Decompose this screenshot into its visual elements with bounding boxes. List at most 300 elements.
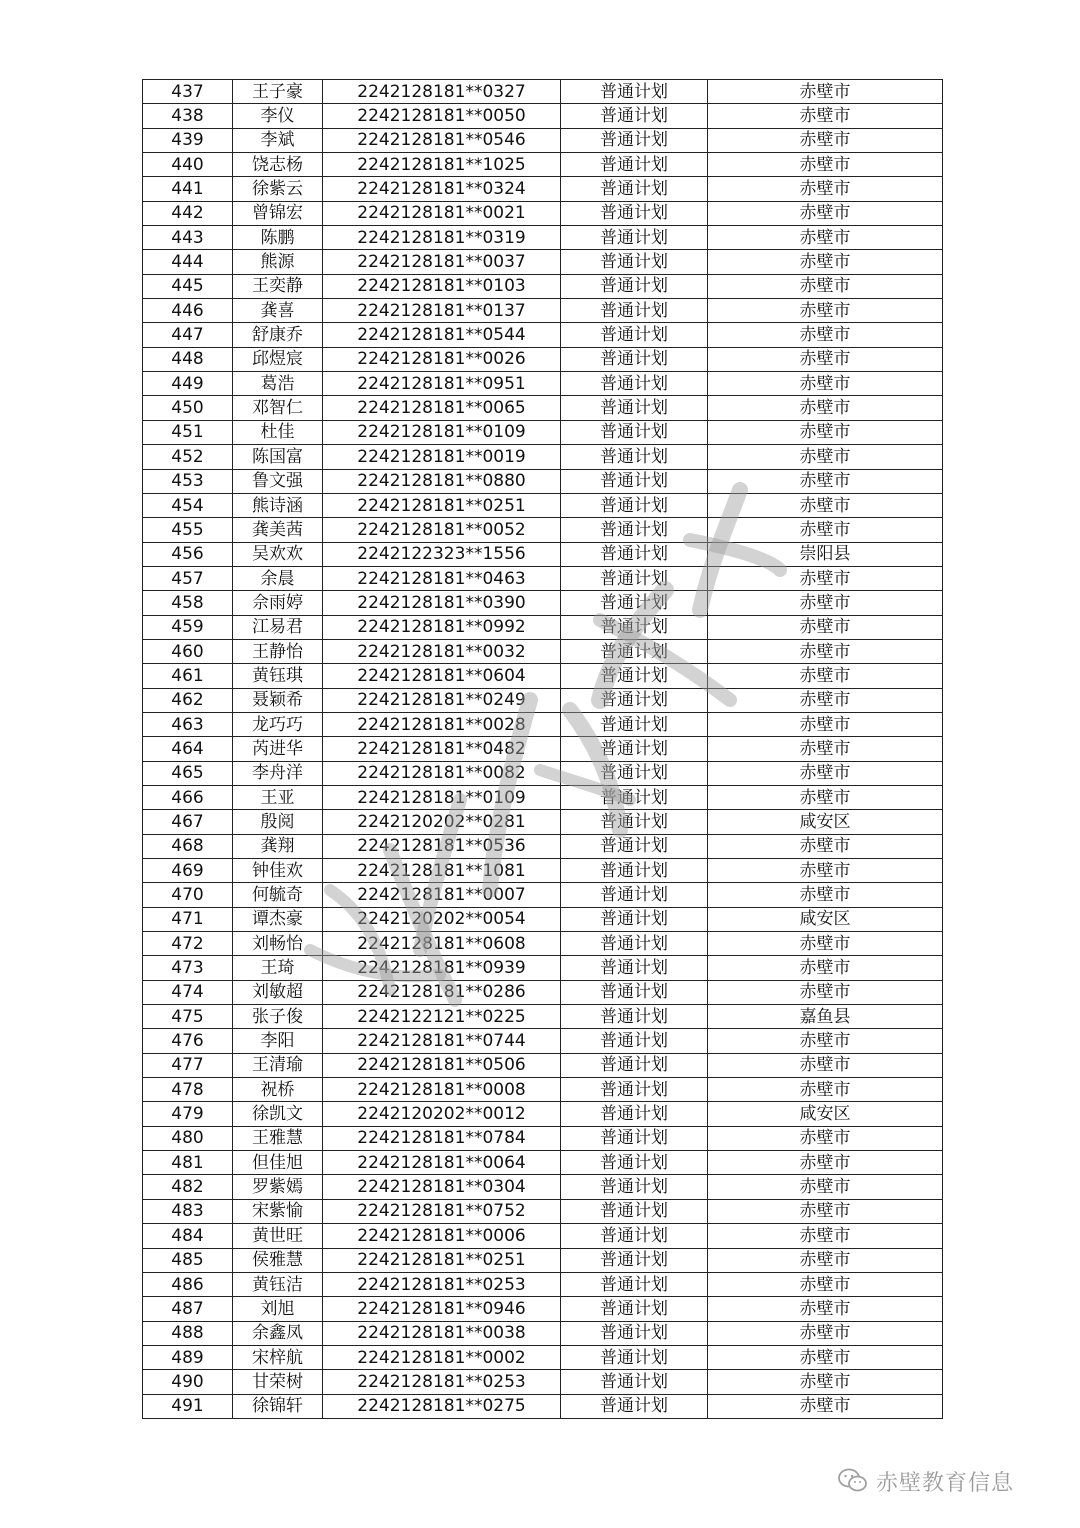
cell-seq: 465 [143,761,233,785]
table-row [143,250,943,274]
cell-region: 赤壁市 [708,445,943,469]
cell-region: 赤壁市 [708,274,943,298]
cell-id: 2242128181**0052 [323,518,561,542]
cell-name: 陈国富 [233,445,323,469]
cell-plan: 普通计划 [561,226,708,250]
cell-name: 龚喜 [233,299,323,323]
cell-name: 王静怡 [233,639,323,663]
table-row [143,396,943,420]
cell-plan: 普通计划 [561,104,708,128]
table-row [143,639,943,663]
cell-region: 赤壁市 [708,1321,943,1345]
table-row [143,445,943,469]
cell-seq: 437 [143,80,233,104]
cell-id: 2242128181**0880 [323,469,561,493]
cell-name: 陈鹏 [233,226,323,250]
cell-plan: 普通计划 [561,1370,708,1394]
cell-plan: 普通计划 [561,250,708,274]
cell-region: 赤壁市 [708,128,943,152]
cell-id: 2242128181**0327 [323,80,561,104]
cell-region: 赤壁市 [708,1126,943,1150]
cell-region: 咸安区 [708,1102,943,1126]
cell-id: 2242128181**0021 [323,201,561,225]
table-row [143,128,943,152]
cell-plan: 普通计划 [561,372,708,396]
table-row [143,907,943,931]
cell-seq: 473 [143,956,233,980]
cell-id: 2242128181**1025 [323,153,561,177]
cell-name: 王子豪 [233,80,323,104]
cell-region: 赤壁市 [708,591,943,615]
cell-id: 2242128181**0319 [323,226,561,250]
cell-name: 芮进华 [233,737,323,761]
cell-plan: 普通计划 [561,956,708,980]
cell-region: 赤壁市 [708,737,943,761]
cell-id: 2242120202**0281 [323,810,561,834]
cell-seq: 459 [143,615,233,639]
cell-plan: 普通计划 [561,274,708,298]
cell-id: 2242128181**0286 [323,980,561,1004]
cell-seq: 445 [143,274,233,298]
cell-name: 黄钰琪 [233,664,323,688]
cell-region: 赤壁市 [708,493,943,517]
cell-name: 邓智仁 [233,396,323,420]
table-row [143,1224,943,1248]
cell-id: 2242128181**0007 [323,883,561,907]
cell-id: 2242128181**0251 [323,493,561,517]
cell-id: 2242128181**0608 [323,932,561,956]
table-row [143,1321,943,1345]
table-row [143,1394,943,1418]
cell-region: 赤壁市 [708,80,943,104]
cell-plan: 普通计划 [561,445,708,469]
cell-region: 赤壁市 [708,420,943,444]
cell-id: 2242128181**0546 [323,128,561,152]
cell-seq: 491 [143,1394,233,1418]
cell-name: 王奕静 [233,274,323,298]
cell-seq: 469 [143,859,233,883]
cell-name: 李斌 [233,128,323,152]
cell-seq: 468 [143,834,233,858]
cell-id: 2242128181**0026 [323,347,561,371]
cell-region: 赤壁市 [708,664,943,688]
cell-region: 赤壁市 [708,1078,943,1102]
cell-name: 刘旭 [233,1297,323,1321]
cell-id: 2242120202**0054 [323,907,561,931]
cell-seq: 466 [143,785,233,809]
cell-region: 赤壁市 [708,1272,943,1296]
cell-plan: 普通计划 [561,1126,708,1150]
cell-region: 赤壁市 [708,688,943,712]
cell-plan: 普通计划 [561,323,708,347]
table-row [143,834,943,858]
cell-seq: 488 [143,1321,233,1345]
cell-plan: 普通计划 [561,542,708,566]
cell-seq: 443 [143,226,233,250]
cell-region: 赤壁市 [708,299,943,323]
cell-region: 赤壁市 [708,1053,943,1077]
cell-seq: 463 [143,712,233,736]
cell-region: 赤壁市 [708,1029,943,1053]
cell-name: 钟佳欢 [233,859,323,883]
cell-name: 李舟洋 [233,761,323,785]
cell-seq: 479 [143,1102,233,1126]
cell-name: 宋紫愉 [233,1199,323,1223]
cell-name: 邱煜宸 [233,347,323,371]
table-row [143,518,943,542]
table-row [143,347,943,371]
cell-id: 2242128181**0002 [323,1345,561,1369]
cell-seq: 455 [143,518,233,542]
cell-plan: 普通计划 [561,1151,708,1175]
table-row [143,177,943,201]
cell-plan: 普通计划 [561,1394,708,1418]
table-row [143,1175,943,1199]
footer-logo [838,1466,1014,1496]
cell-plan: 普通计划 [561,688,708,712]
cell-plan: 普通计划 [561,907,708,931]
cell-plan: 普通计划 [561,1078,708,1102]
cell-plan: 普通计划 [561,1272,708,1296]
cell-name: 徐紫云 [233,177,323,201]
table-row [143,664,943,688]
cell-plan: 普通计划 [561,299,708,323]
cell-id: 2242128181**0065 [323,396,561,420]
cell-seq: 467 [143,810,233,834]
cell-plan: 普通计划 [561,1005,708,1029]
cell-id: 2242128181**0064 [323,1151,561,1175]
cell-seq: 487 [143,1297,233,1321]
cell-name: 李阳 [233,1029,323,1053]
cell-name: 但佳旭 [233,1151,323,1175]
cell-id: 2242128181**0536 [323,834,561,858]
cell-plan: 普通计划 [561,1053,708,1077]
cell-plan: 普通计划 [561,566,708,590]
cell-region: 赤壁市 [708,615,943,639]
cell-region: 赤壁市 [708,372,943,396]
cell-plan: 普通计划 [561,177,708,201]
cell-seq: 471 [143,907,233,931]
cell-region: 赤壁市 [708,834,943,858]
table-row [143,1370,943,1394]
cell-seq: 447 [143,323,233,347]
cell-name: 黄世旺 [233,1224,323,1248]
cell-plan: 普通计划 [561,591,708,615]
cell-region: 赤壁市 [708,785,943,809]
cell-seq: 456 [143,542,233,566]
cell-name: 龙巧巧 [233,712,323,736]
cell-name: 葛浩 [233,372,323,396]
cell-region: 赤壁市 [708,883,943,907]
cell-plan: 普通计划 [561,1175,708,1199]
cell-plan: 普通计划 [561,469,708,493]
cell-seq: 442 [143,201,233,225]
cell-id: 2242128181**0082 [323,761,561,785]
cell-plan: 普通计划 [561,1321,708,1345]
cell-name: 刘敏超 [233,980,323,1004]
cell-seq: 464 [143,737,233,761]
cell-region: 赤壁市 [708,761,943,785]
cell-plan: 普通计划 [561,1224,708,1248]
cell-region: 赤壁市 [708,250,943,274]
table-row [143,1272,943,1296]
cell-id: 2242128181**0249 [323,688,561,712]
cell-region: 赤壁市 [708,226,943,250]
cell-plan: 普通计划 [561,1199,708,1223]
cell-id: 2242128181**0103 [323,274,561,298]
cell-seq: 489 [143,1345,233,1369]
cell-id: 2242128181**0939 [323,956,561,980]
cell-id: 2242128181**0304 [323,1175,561,1199]
table-row [143,1248,943,1272]
cell-name: 杜佳 [233,420,323,444]
cell-region: 赤壁市 [708,1175,943,1199]
cell-plan: 普通计划 [561,493,708,517]
cell-id: 2242128181**0019 [323,445,561,469]
cell-seq: 453 [143,469,233,493]
cell-id: 2242128181**0752 [323,1199,561,1223]
cell-name: 王亚 [233,785,323,809]
cell-plan: 普通计划 [561,834,708,858]
cell-name: 罗紫嫣 [233,1175,323,1199]
cell-name: 江易君 [233,615,323,639]
cell-id: 2242128181**0275 [323,1394,561,1418]
cell-seq: 457 [143,566,233,590]
table-row [143,104,943,128]
table-row [143,615,943,639]
table-row [143,1199,943,1223]
cell-name: 王琦 [233,956,323,980]
cell-name: 佘雨婷 [233,591,323,615]
cell-id: 2242128181**0253 [323,1370,561,1394]
cell-plan: 普通计划 [561,883,708,907]
cell-region: 赤壁市 [708,177,943,201]
cell-region: 赤壁市 [708,104,943,128]
table-row [143,274,943,298]
table-row [143,1078,943,1102]
table-row [143,737,943,761]
cell-region: 赤壁市 [708,1224,943,1248]
cell-name: 龚美茜 [233,518,323,542]
cell-plan: 普通计划 [561,664,708,688]
cell-region: 赤壁市 [708,1248,943,1272]
cell-seq: 444 [143,250,233,274]
cell-region: 赤壁市 [708,347,943,371]
cell-seq: 485 [143,1248,233,1272]
cell-region: 赤壁市 [708,956,943,980]
cell-region: 赤壁市 [708,980,943,1004]
cell-name: 谭杰豪 [233,907,323,931]
cell-id: 2242128181**0032 [323,639,561,663]
cell-id: 2242122323**1556 [323,542,561,566]
cell-name: 聂颖希 [233,688,323,712]
cell-seq: 439 [143,128,233,152]
cell-plan: 普通计划 [561,761,708,785]
cell-seq: 470 [143,883,233,907]
table-row [143,542,943,566]
cell-plan: 普通计划 [561,712,708,736]
cell-region: 赤壁市 [708,518,943,542]
cell-seq: 449 [143,372,233,396]
cell-name: 饶志杨 [233,153,323,177]
cell-seq: 490 [143,1370,233,1394]
cell-id: 2242128181**0604 [323,664,561,688]
cell-region: 赤壁市 [708,1199,943,1223]
table-row [143,469,943,493]
cell-name: 侯雅慧 [233,1248,323,1272]
table-row [143,810,943,834]
cell-name: 吴欢欢 [233,542,323,566]
table-row [143,1005,943,1029]
cell-region: 赤壁市 [708,153,943,177]
cell-seq: 462 [143,688,233,712]
cell-plan: 普通计划 [561,1102,708,1126]
cell-plan: 普通计划 [561,128,708,152]
cell-id: 2242128181**0390 [323,591,561,615]
cell-name: 张子俊 [233,1005,323,1029]
cell-name: 熊源 [233,250,323,274]
cell-name: 曾锦宏 [233,201,323,225]
cell-plan: 普通计划 [561,1345,708,1369]
table-row [143,712,943,736]
cell-seq: 480 [143,1126,233,1150]
cell-name: 祝桥 [233,1078,323,1102]
cell-seq: 475 [143,1005,233,1029]
cell-plan: 普通计划 [561,737,708,761]
cell-id: 2242120202**0012 [323,1102,561,1126]
cell-seq: 482 [143,1175,233,1199]
cell-name: 鲁文强 [233,469,323,493]
cell-seq: 483 [143,1199,233,1223]
cell-id: 2242128181**0544 [323,323,561,347]
cell-id: 2242128181**0253 [323,1272,561,1296]
table-row [143,1053,943,1077]
cell-seq: 458 [143,591,233,615]
cell-id: 2242128181**0251 [323,1248,561,1272]
cell-plan: 普通计划 [561,785,708,809]
table-row [143,859,943,883]
cell-region: 赤壁市 [708,1151,943,1175]
table-row [143,883,943,907]
cell-name: 何毓奇 [233,883,323,907]
cell-name: 殷阅 [233,810,323,834]
cell-id: 2242128181**0006 [323,1224,561,1248]
cell-region: 崇阳县 [708,542,943,566]
cell-region: 赤壁市 [708,1394,943,1418]
cell-name: 黄钰洁 [233,1272,323,1296]
table-row [143,688,943,712]
cell-id: 2242128181**0482 [323,737,561,761]
cell-name: 余晨 [233,566,323,590]
cell-region: 赤壁市 [708,1370,943,1394]
cell-region: 赤壁市 [708,323,943,347]
table-row [143,1102,943,1126]
cell-plan: 普通计划 [561,1297,708,1321]
table-row [143,932,943,956]
cell-seq: 474 [143,980,233,1004]
table-row [143,980,943,1004]
cell-plan: 普通计划 [561,615,708,639]
cell-seq: 451 [143,420,233,444]
cell-plan: 普通计划 [561,347,708,371]
cell-region: 赤壁市 [708,1297,943,1321]
cell-plan: 普通计划 [561,153,708,177]
cell-region: 赤壁市 [708,469,943,493]
cell-seq: 450 [143,396,233,420]
table-row [143,80,943,104]
cell-plan: 普通计划 [561,420,708,444]
footer-logo-text: 赤壁教育信息 [876,1470,1015,1496]
cell-name: 甘荣树 [233,1370,323,1394]
wechat-icon [838,1468,868,1494]
cell-name: 刘畅怡 [233,932,323,956]
cell-seq: 484 [143,1224,233,1248]
table-row [143,1345,943,1369]
cell-plan: 普通计划 [561,396,708,420]
table-row [143,201,943,225]
cell-seq: 486 [143,1272,233,1296]
table-row [143,493,943,517]
cell-seq: 481 [143,1151,233,1175]
cell-region: 赤壁市 [708,566,943,590]
cell-name: 熊诗涵 [233,493,323,517]
cell-seq: 440 [143,153,233,177]
table-row [143,323,943,347]
cell-region: 赤壁市 [708,201,943,225]
table-row [143,956,943,980]
table-row [143,1029,943,1053]
cell-plan: 普通计划 [561,80,708,104]
table-row [143,1297,943,1321]
cell-id: 2242128181**0506 [323,1053,561,1077]
cell-region: 咸安区 [708,907,943,931]
cell-seq: 448 [143,347,233,371]
table-row [143,785,943,809]
cell-id: 2242128181**0137 [323,299,561,323]
cell-id: 2242128181**0951 [323,372,561,396]
cell-id: 2242128181**0028 [323,712,561,736]
cell-id: 2242128181**1081 [323,859,561,883]
cell-id: 2242128181**0037 [323,250,561,274]
table-row [143,1151,943,1175]
cell-seq: 441 [143,177,233,201]
cell-id: 2242128181**0109 [323,785,561,809]
cell-name: 王清瑜 [233,1053,323,1077]
cell-plan: 普通计划 [561,859,708,883]
cell-id: 2242128181**0463 [323,566,561,590]
cell-region: 赤壁市 [708,932,943,956]
cell-region: 嘉鱼县 [708,1005,943,1029]
cell-seq: 460 [143,639,233,663]
cell-name: 徐锦轩 [233,1394,323,1418]
cell-seq: 452 [143,445,233,469]
cell-name: 王雅慧 [233,1126,323,1150]
admission-list-table [142,79,943,1419]
cell-plan: 普通计划 [561,1248,708,1272]
cell-plan: 普通计划 [561,1029,708,1053]
cell-id: 2242128181**0946 [323,1297,561,1321]
cell-id: 2242128181**0324 [323,177,561,201]
cell-plan: 普通计划 [561,932,708,956]
cell-id: 2242128181**0109 [323,420,561,444]
cell-seq: 472 [143,932,233,956]
cell-name: 徐凯文 [233,1102,323,1126]
table-row [143,420,943,444]
cell-region: 赤壁市 [708,1345,943,1369]
cell-id: 2242128181**0992 [323,615,561,639]
cell-seq: 461 [143,664,233,688]
cell-id: 2242128181**0038 [323,1321,561,1345]
